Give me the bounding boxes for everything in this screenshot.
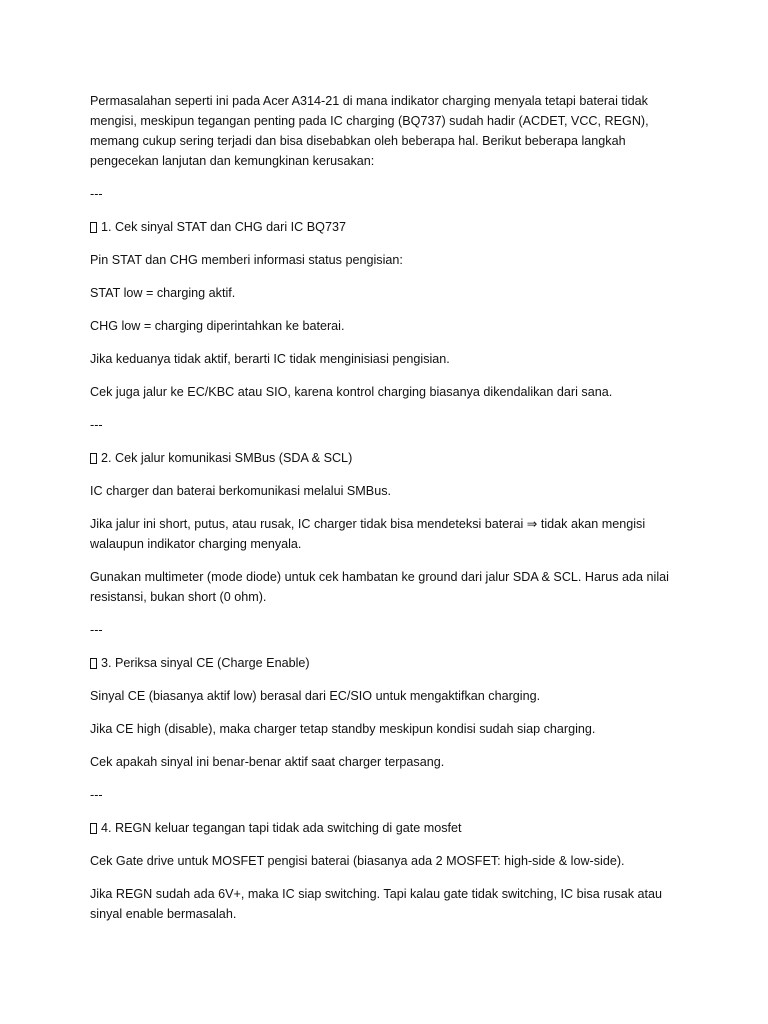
intro-paragraph: Permasalahan seperti ini pada Acer A314-21 di mana indikator charging menyala tetapi baterai tidak mengisi, meskipun tegangan penting pada IC charging (BQ737) sudah hadir (ACDET, VCC, REGN), memang cukup sering terjadi dan bisa disebabkan oleh beberapa hal. Berikut beberapa langkah pengecekan lanjutan dan kemungkinan kerusakan: [90,94,649,168]
paragraph: Jika REGN sudah ada 6V+, maka IC siap switching. Tapi kalau gate tidak switching, IC bisa rusak atau sinyal enable bermasalah. [90,887,663,921]
section-heading-2 [90,448,680,468]
paragraph: Cek apakah sinyal ini benar-benar aktif saat charger terpasang. [90,755,445,769]
missing-glyph-box-icon [90,222,97,233]
paragraph: CHG low = charging diperintahkan ke baterai. [90,319,345,333]
section-heading-1 [90,217,680,237]
missing-glyph-box-icon [90,453,97,464]
missing-glyph-box-icon [90,823,97,834]
section-heading-text: 3. Periksa sinyal CE (Charge Enable) [101,656,310,670]
paragraph: Cek juga jalur ke EC/KBC atau SIO, karena kontrol charging biasanya dikendalikan dari sana. [90,385,613,399]
section-heading-3 [90,653,680,673]
paragraph: Cek Gate drive untuk MOSFET pengisi baterai (biasanya ada 2 MOSFET: high-side & low-side). [90,854,625,868]
separator: --- [90,418,103,432]
paragraph: Gunakan multimeter (mode diode) untuk cek hambatan ke ground dari jalur SDA & SCL. Harus ada nilai resistansi, bukan short (0 ohm). [90,570,669,604]
separator: --- [90,187,103,201]
separator: --- [90,788,103,802]
paragraph: Sinyal CE (biasanya aktif low) berasal dari EC/SIO untuk mengaktifkan charging. [90,689,541,703]
section-heading-text: 2. Cek jalur komunikasi SMBus (SDA & SCL) [101,451,353,465]
paragraph: Jika keduanya tidak aktif, berarti IC tidak menginisiasi pengisian. [90,352,450,366]
paragraph: STAT low = charging aktif. [90,286,236,300]
document-body [90,91,680,937]
paragraph: Jika jalur ini short, putus, atau rusak, IC charger tidak bisa mendeteksi baterai ⇒ tidak akan mengisi walaupun indikator charging menyala. [90,517,646,551]
separator: --- [90,623,103,637]
section-heading-4 [90,818,680,838]
section-heading-text: 1. Cek sinyal STAT dan CHG dari IC BQ737 [101,220,346,234]
missing-glyph-box-icon [90,658,97,669]
paragraph: Jika CE high (disable), maka charger tetap standby meskipun kondisi sudah siap charging. [90,722,596,736]
paragraph: Pin STAT dan CHG memberi informasi status pengisian: [90,253,403,267]
section-heading-text: 4. REGN keluar tegangan tapi tidak ada switching di gate mosfet [101,821,462,835]
paragraph: IC charger dan baterai berkomunikasi melalui SMBus. [90,484,391,498]
